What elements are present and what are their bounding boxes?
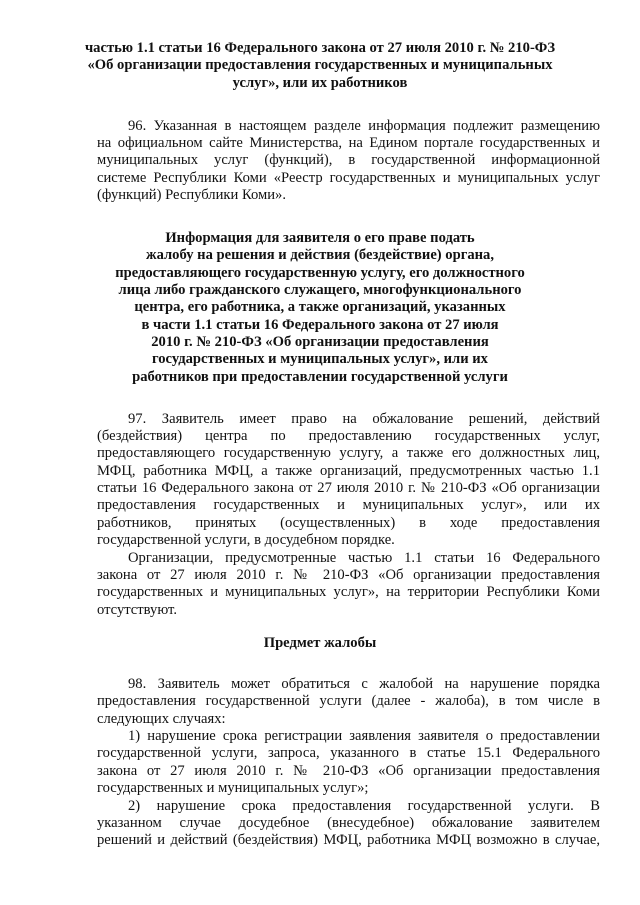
paragraph-line: муниципальных услуг (функций), в государственной информационной (97, 152, 600, 168)
section-heading-line: государственных и муниципальных услуг», или их (152, 351, 488, 367)
paragraph-line: (функций) Республики Коми». (97, 187, 286, 203)
list-item-line: закона от 27 июля 2010 г. № 210-ФЗ «Об организации предоставления (97, 763, 600, 779)
list-item-line: указанном случае досудебное (внесудебное) обжалование заявителем (97, 815, 600, 831)
list-item-line: государственных и муниципальных услуг»; (97, 780, 369, 796)
section-heading-line: 2010 г. № 210-ФЗ «Об организации предоставления (151, 334, 489, 350)
list-item-line: 1) нарушение срока регистрации заявления заявителя о предоставлении (128, 728, 600, 744)
paragraph-line: системе Республики Коми «Реестр государственных и муниципальных услуг (97, 170, 600, 186)
paragraph-line: отсутствуют. (97, 602, 177, 618)
paragraph-line: государственных и муниципальных услуг», на территории Республики Коми (97, 584, 600, 600)
top-heading-line: частью 1.1 статьи 16 Федерального закона от 27 июля 2010 г. № 210-ФЗ (84, 40, 556, 56)
section-heading-line: работников при предоставлении государственной услуги (132, 369, 508, 385)
top-heading-line: услуг», или их работников (232, 75, 408, 91)
list-item-line: решений и действий (бездействия) МФЦ, работника МФЦ возможно в случае, (97, 832, 600, 848)
list-item-line: государственной услуги, запроса, указанного в статье 15.1 Федерального (97, 745, 600, 761)
paragraph-line: предоставления государственных и муниципальных услуг», или их (97, 497, 600, 513)
section-heading-line: центра, его работника, а также организаций, указанных (134, 299, 506, 315)
paragraph-line: предоставления государственной услуги (далее - жалоба), в том числе в (97, 693, 600, 709)
paragraph-line: 96. Указанная в настоящем разделе информация подлежит размещению (128, 118, 600, 134)
section-heading-line: лица либо гражданского служащего, многофункционального (118, 282, 522, 298)
paragraph-line: предоставляющего государственную услугу, а также его должностных лиц, (97, 445, 600, 461)
top-heading-line: «Об организации предоставления государственных и муниципальных (87, 57, 553, 73)
paragraph-line: 97. Заявитель имеет право на обжалование решений, действий (128, 411, 600, 427)
section-heading-line: Информация для заявителя о его праве подать (165, 230, 475, 246)
paragraph-line: работников, принятых (осуществленных) в ходе предоставления (97, 515, 600, 531)
paragraph-line: следующих случаях: (97, 711, 226, 727)
list-item-line: 2) нарушение срока предоставления государственной услуги. В (128, 798, 600, 814)
section-heading-line: жалобу на решения и действия (бездействие) органа, (145, 247, 494, 263)
subject-heading: Предмет жалобы (263, 635, 377, 651)
paragraph-line: государственной услуги, в досудебном порядке. (97, 532, 395, 548)
paragraph-line: МФЦ, работника МФЦ, а также организаций, предусмотренных частью 1.1 (97, 463, 600, 479)
paragraph-line: статьи 16 Федерального закона от 27 июля 2010 г. № 210-ФЗ «Об организации (97, 480, 600, 496)
section-heading-line: в части 1.1 статьи 16 Федерального закона от 27 июля (141, 317, 499, 333)
paragraph-line: 98. Заявитель может обратиться с жалобой на нарушение порядка (128, 676, 600, 692)
paragraph-line: Организации, предусмотренные частью 1.1 статьи 16 Федерального (128, 550, 600, 566)
section-heading-line: предоставляющего государственную услугу, его должностного (115, 265, 525, 281)
paragraph-line: на официальном сайте Министерства, на Едином портале государственных и (97, 135, 600, 151)
paragraph-line: закона от 27 июля 2010 г. № 210-ФЗ «Об организации предоставления (97, 567, 600, 583)
paragraph-line: (бездействия) центра по предоставлению государственных услуг, (97, 428, 600, 444)
